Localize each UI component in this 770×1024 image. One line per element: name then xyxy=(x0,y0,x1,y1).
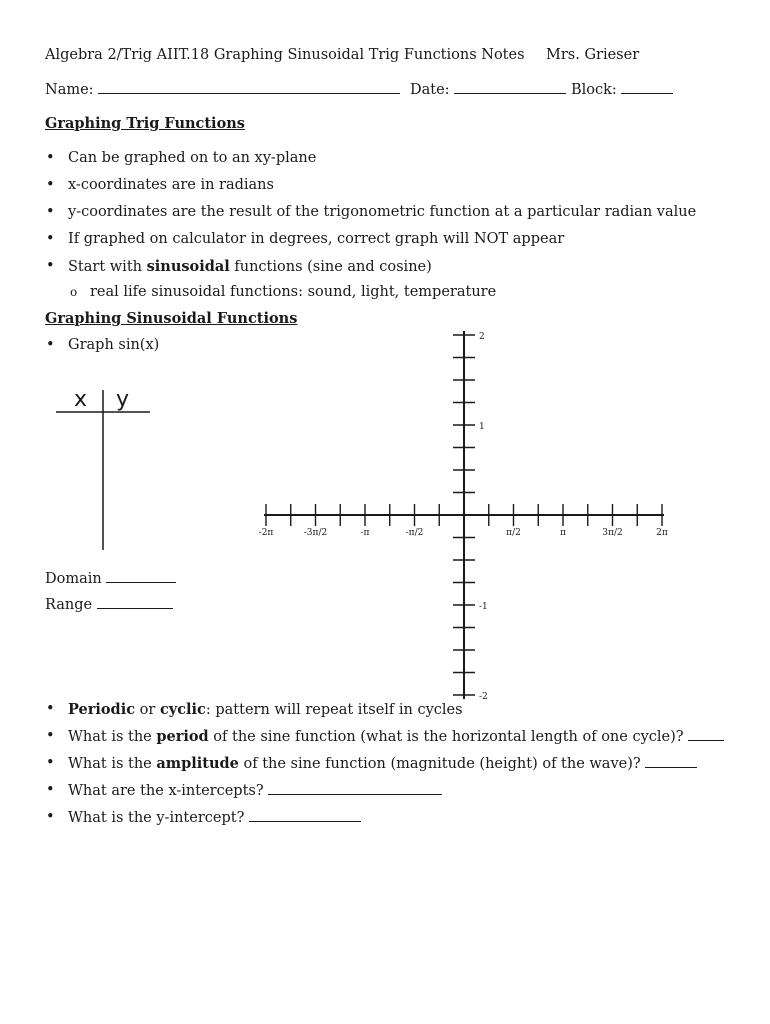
table-header-x: x xyxy=(74,387,88,412)
x-tick-label: -3π/2 xyxy=(303,528,328,538)
name-field[interactable] xyxy=(45,81,400,98)
x-tick-label: π/2 xyxy=(506,528,521,538)
range-blank[interactable] xyxy=(97,596,173,609)
x-tick-label: 2π xyxy=(656,528,668,538)
list-item: • If graphed on calculator in degrees, correct graph will NOT appear xyxy=(46,231,565,247)
domain-blank[interactable] xyxy=(106,570,176,583)
list-item: • Start with sinusoidal functions (sine and cosine) xyxy=(46,258,432,275)
list-item: • What are the x-intercepts? xyxy=(68,782,442,799)
y-intercept-blank[interactable] xyxy=(249,809,361,822)
amplitude-blank[interactable] xyxy=(645,755,697,768)
list-item: • What is the amplitude of the sine function (magnitude (height) of the wave)? xyxy=(68,755,697,772)
domain-label: Domain xyxy=(45,571,102,587)
x-intercepts-blank[interactable] xyxy=(268,782,442,795)
list-item: • What is the period of the sine function (what is the horizontal length of one cycle)? xyxy=(68,728,724,745)
y-tick-label: -2 xyxy=(479,692,488,702)
teacher-name: Mrs. Grieser xyxy=(546,47,640,63)
y-tick-label: 2 xyxy=(479,332,485,342)
list-item: • Graph sin(x) xyxy=(46,337,160,353)
x-tick-label: -2π xyxy=(258,528,274,538)
list-item: • Can be graphed on to an xy-plane xyxy=(46,150,317,166)
section-heading-graphing-trig: Graphing Trig Functions xyxy=(45,115,245,132)
block-field[interactable] xyxy=(571,81,673,98)
period-blank[interactable] xyxy=(688,728,724,741)
x-tick-label: 3π/2 xyxy=(602,528,623,538)
list-item: • Periodic or cyclic: pattern will repeat itself in cycles xyxy=(46,701,463,718)
y-tick-label: 1 xyxy=(479,422,485,432)
x-tick-label: -π xyxy=(360,528,370,538)
name-blank[interactable] xyxy=(98,81,400,94)
document-title: Algebra 2/Trig AIIT.18 Graphing Sinusoidal Trig Functions Notes xyxy=(45,47,525,63)
sub-list-item: o real life sinusoidal functions: sound, light, temperature xyxy=(70,284,497,300)
date-blank[interactable] xyxy=(454,81,566,94)
name-label: Name: xyxy=(45,82,94,98)
range-label: Range xyxy=(45,597,93,613)
domain-field[interactable] xyxy=(45,570,176,587)
block-blank[interactable] xyxy=(621,81,673,94)
date-field[interactable] xyxy=(410,81,566,98)
block-label: Block: xyxy=(571,82,617,98)
table-header-y: y xyxy=(116,387,130,412)
list-item: • What is the y-intercept? xyxy=(68,809,361,826)
x-tick-label: -π/2 xyxy=(405,528,424,538)
y-tick-label: -1 xyxy=(479,602,488,612)
xy-table[interactable] xyxy=(50,385,160,555)
x-tick-label: π xyxy=(560,528,566,538)
list-item: • y-coordinates are the result of the trigonometric function at a particular radian value xyxy=(46,204,697,220)
section-heading-graphing-sinusoidal: Graphing Sinusoidal Functions xyxy=(45,310,298,327)
date-label: Date: xyxy=(410,82,450,98)
list-item: • x-coordinates are in radians xyxy=(46,177,274,193)
range-field[interactable] xyxy=(45,596,173,613)
